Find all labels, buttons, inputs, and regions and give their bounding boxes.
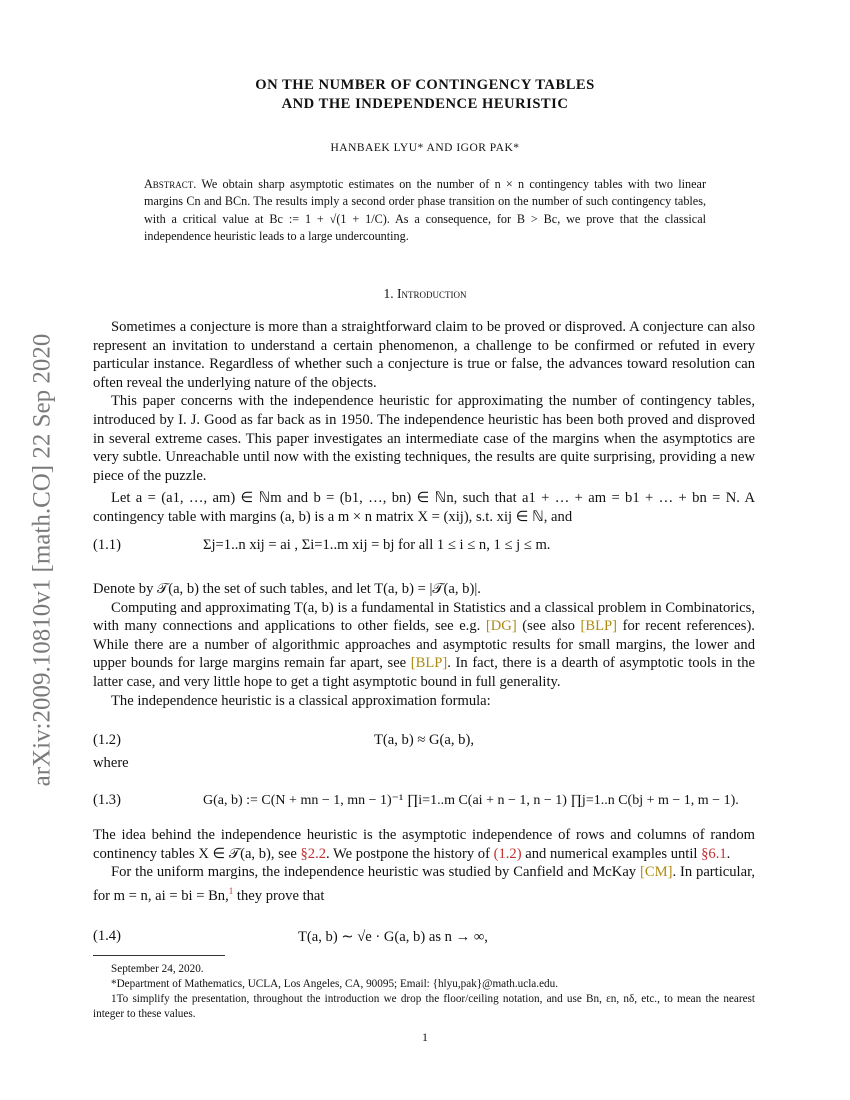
footnote-rule: [93, 955, 225, 956]
footnotes: [93, 962, 755, 1022]
equation-body: Σj=1..n xij = ai , Σi=1..m xij = bj for all 1 ≤ i ≤ n, 1 ≤ j ≤ m.: [203, 537, 551, 553]
equation-body: T(a, b) ∼ √e · G(a, b) as n → ∞,: [298, 929, 488, 945]
equation-1-4: [93, 928, 755, 952]
authors: HANBAEK LYU* AND IGOR PAK*: [330, 142, 520, 154]
title-line-1: ON THE NUMBER OF CONTINGENCY TABLES: [255, 77, 595, 93]
paragraph-5: Computing and approximating T(a, b) is a fundamental in Statistics and a classical problem in Combinatorics, with many connections and applications to other fields, see e.g. [DG] (see also [BLP] for recent references). While there are a number of algorithmic approaches and asymptotic results for small margins, the lower and upper bounds for large margins remain far apart, see [BLP]. In fact, there is a dearth of asymptotic tools in the latter case, and very little hope to get a tight asymptotic bound in full generality.: [93, 599, 755, 690]
title-line-2: AND THE INDEPENDENCE HEURISTIC: [281, 96, 569, 112]
citation-dg[interactable]: [DG]: [485, 618, 517, 635]
equation-number: (1.4): [93, 928, 121, 944]
footnote-date: September 24, 2020.: [111, 963, 204, 975]
section-title: 1. Introduction: [383, 286, 467, 301]
footnote-1: 1To simplify the presentation, throughout the introduction we drop the floor/ceiling notation, and use Bn, εn, nδ, etc., to mean the nearest integer to these values.: [93, 993, 755, 1020]
equation-1-3: [93, 792, 755, 816]
abstract: [144, 176, 706, 245]
paragraph-2: This paper concerns with the independence heuristic for approximating the number of contingency tables, introduced by I. J. Good as far back as in 1950. The independence heuristic has been both proved and disproved in several extreme cases. This paper investigates an intermediate case of the margins when the asymptotics are very subtle. Unreachable until now with the existing techniques, the results are quite surprising, providing a new piece of the puzzle.: [93, 393, 755, 484]
equation-body: T(a, b) ≈ G(a, b),: [374, 732, 474, 748]
footnote-affiliation: *Department of Mathematics, UCLA, Los Angeles, CA, 90095; Email: {hlyu,pak}@math.ucla.edu.: [111, 978, 559, 990]
paragraph-7: The idea behind the independence heuristic is the asymptotic independence of rows and columns of random continency tables X ∈ 𝒯(a, b), see §2.2. We postpone the history of (1.2) and numerical examples until §6.1.: [93, 827, 755, 862]
intro-paragraphs-3: [93, 826, 755, 905]
paragraph-3: Let a = (a1, …, am) ∈ ℕm and b = (b1, …, bn) ∈ ℕn, such that a1 + … + am = b1 + … + bn = N. A contingency table with margins (a, b) is a m × n matrix X = (xij), s.t. xij ∈ ℕ, and: [93, 490, 755, 525]
citation-blp-2[interactable]: [BLP]: [410, 655, 448, 672]
paragraph-1: Sometimes a conjecture is more than a straightforward claim to be proved or disproved. A conjecture can also represent an invitation to understand a certain phenomenon, a challenge to be confirmed or refuted in every particular instance. Regardless of whether such a conjecture is true or false, the advances toward resolution can often reveal the underlying nature of the objects.: [93, 319, 755, 391]
page-number: 1: [422, 1030, 428, 1044]
equation-number: (1.2): [93, 732, 121, 748]
paragraph-4: Denote by 𝒯(a, b) the set of such tables, and let T(a, b) = |𝒯(a, b)|.: [93, 581, 481, 597]
equation-body: G(a, b) := C(N + mn − 1, mn − 1)⁻¹ ∏i=1..m C(ai + n − 1, n − 1) ∏j=1..n C(bj + m − 1, m − 1).: [203, 793, 739, 808]
intro-paragraphs: [93, 318, 755, 527]
ref-section-2-2[interactable]: §2.2: [300, 845, 327, 862]
abstract-text: We obtain sharp asymptotic estimates on the number of n × n contingency tables with two linear margins Cn and BCn. The results imply a second order phase transition on the number of such contingency tables, with a critical value at Bc := 1 + √(1 + 1/C). As a consequence, for B > Bc, we prove that the classical independence heuristic leads to a large undercounting.: [144, 177, 707, 243]
arxiv-side-label: arXiv:2009.10810v1 [math.CO] 22 Sep 2020: [28, 333, 56, 787]
equation-1-1: [93, 537, 755, 561]
abstract-label: Abstract.: [144, 177, 197, 191]
citation-blp[interactable]: [BLP]: [580, 618, 618, 635]
where-label: where: [93, 755, 129, 771]
equation-number: (1.1): [93, 537, 121, 553]
ref-section-6-1[interactable]: §6.1: [701, 845, 727, 862]
paragraph-8: For the uniform margins, the independence heuristic was studied by Canfield and McKay [CM]. In particular, for m = n, ai = bi = Bn,$^1$ they prove that: [93, 864, 756, 904]
ref-equation-1-2[interactable]: (1.2): [493, 845, 522, 862]
footnote-marker[interactable]: 1: [228, 885, 234, 896]
equation-1-2: [93, 732, 755, 756]
paper-title: [0, 76, 850, 114]
paragraph-6: The independence heuristic is a classical approximation formula:: [111, 692, 491, 709]
equation-number: (1.3): [93, 792, 121, 808]
intro-paragraphs-2: [93, 580, 755, 710]
citation-cm[interactable]: [CM]: [640, 864, 673, 881]
